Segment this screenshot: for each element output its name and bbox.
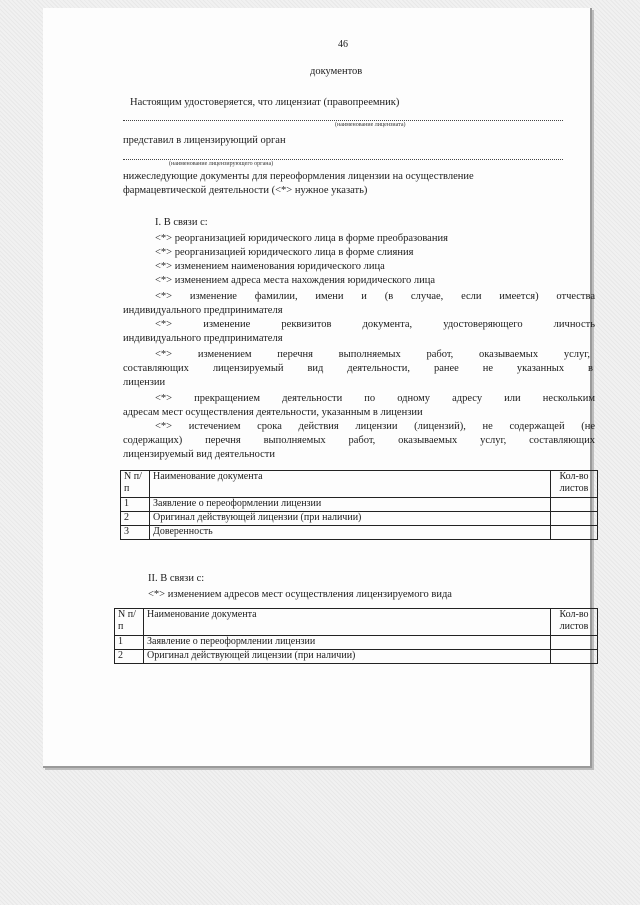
row-qty: [551, 650, 598, 664]
section1-item-3: <*> изменением наименования юридического лица: [155, 261, 385, 272]
row-qty: [551, 636, 598, 650]
row-qty: [551, 526, 598, 540]
section1-item-6-line1: <*> изменение реквизитов документа, удостоверяющего личность: [155, 319, 595, 330]
section1-item-7-line3: лицензии: [123, 377, 166, 388]
intro-text: Настоящим удостоверяется, что лицензиат (правопреемник): [130, 97, 400, 108]
table-row: [115, 650, 598, 664]
row-name: Заявление о переоформлении лицензии: [144, 636, 551, 650]
presented-text: представил в лицензирующий орган: [123, 135, 286, 146]
row-name: Заявление о переоформлении лицензии: [150, 498, 551, 512]
row-num: 2: [121, 512, 150, 526]
row-name: Оригинал действующей лицензии (при наличии): [144, 650, 551, 664]
section1-item-6-line2: индивидуального предпринимателя: [123, 333, 283, 344]
docs-line-1: нижеследующие документы для переоформления лицензии на осуществление: [123, 171, 474, 182]
section1-item-1: <*> реорганизацией юридического лица в форме преобразования: [155, 233, 448, 244]
docs-line-2: фармацевтической деятельности (<*> нужное указать): [123, 185, 368, 196]
section1-item-4: <*> изменением адреса места нахождения юридического лица: [155, 275, 436, 286]
authority-line: [123, 159, 563, 160]
table-row: [121, 498, 598, 512]
page-number: 46: [338, 39, 348, 50]
authority-caption: (наименование лицензирующего органа): [169, 161, 274, 167]
section1-documents-table: [120, 470, 598, 540]
section1-item-5-line1: <*> изменение фамилии, имени и (в случае, если имеется) отчества: [155, 291, 595, 302]
licensee-line: [123, 120, 563, 121]
section1-item-9-line2: содержащих) перечня выполняемых работ, оказываемых услуг, составляющих: [123, 435, 595, 446]
row-qty: [551, 498, 598, 512]
header-name: Наименование документа: [144, 609, 551, 636]
section2-documents-table: [114, 608, 598, 664]
table-header-row: [121, 471, 598, 498]
section1-item-5-line2: индивидуального предпринимателя: [123, 305, 283, 316]
section2-item-1: <*> изменением адресов мест осуществления лицензируемого вида: [148, 589, 452, 600]
document-page: [43, 8, 595, 768]
row-num: 1: [121, 498, 150, 512]
table-row: [121, 526, 598, 540]
section1-item-9-line1: <*> истечением срока действия лицензии (лицензий), не содержащей (не: [155, 421, 595, 432]
table-row: [121, 512, 598, 526]
header-name: Наименование документа: [150, 471, 551, 498]
section2-title: II. В связи с:: [148, 573, 205, 584]
section1-item-7-line2: составляющих лицензируемый вид деятельности, ранее не указанных в: [123, 363, 593, 374]
section1-item-9-line3: лицензируемый вид деятельности: [123, 449, 276, 460]
row-num: 1: [115, 636, 144, 650]
section1-item-8-line1: <*> прекращением деятельности по одному адресу или нескольким: [155, 393, 595, 404]
row-num: 3: [121, 526, 150, 540]
header-qty: Кол-во листов: [551, 471, 598, 498]
section1-title: I. В связи с:: [155, 217, 208, 228]
licensee-caption: (наименование лицензиата): [335, 122, 406, 128]
table-row: [115, 636, 598, 650]
table-header-row: [115, 609, 598, 636]
header-num: N п/п: [121, 471, 150, 498]
row-name: Оригинал действующей лицензии (при наличии): [150, 512, 551, 526]
section1-item-7-line1: <*> изменением перечня выполняемых работ, оказываемых услуг,: [155, 349, 590, 360]
section1-item-2: <*> реорганизацией юридического лица в форме слияния: [155, 247, 414, 258]
header-num: N п/п: [115, 609, 144, 636]
row-qty: [551, 512, 598, 526]
heading: документов: [310, 66, 363, 77]
row-name: Доверенность: [150, 526, 551, 540]
section1-item-8-line2: адресам мест осуществления деятельности, указанным в лицензии: [123, 407, 423, 418]
header-qty: Кол-во листов: [551, 609, 598, 636]
row-num: 2: [115, 650, 144, 664]
